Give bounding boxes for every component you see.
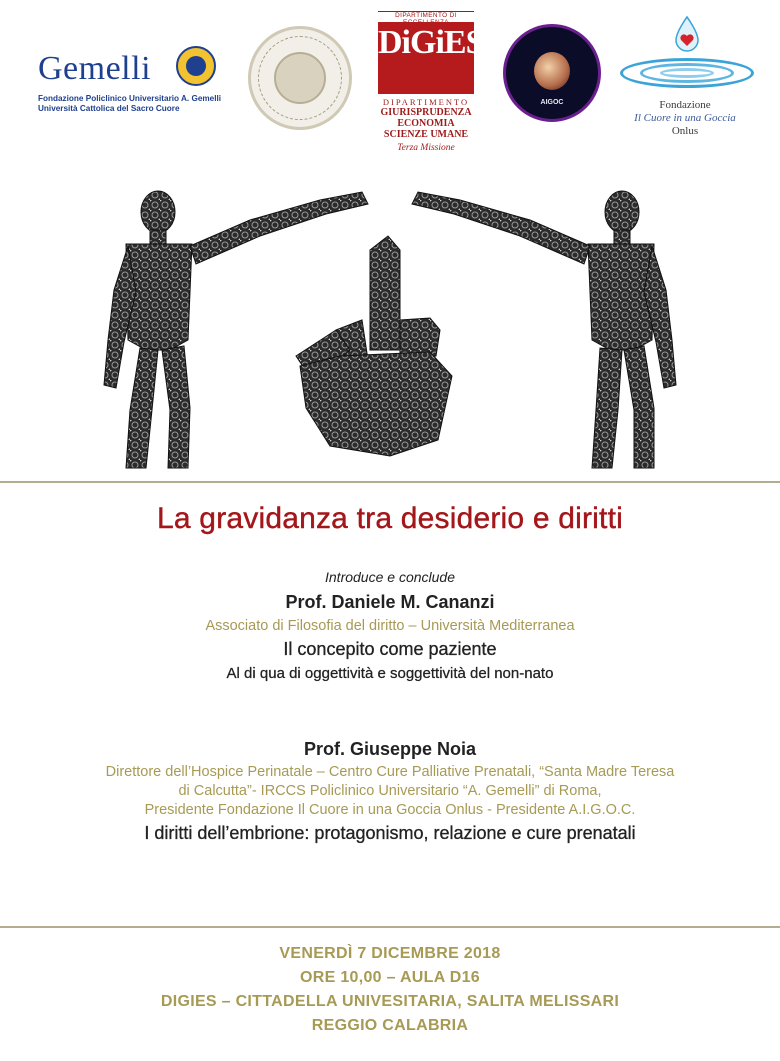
event-title: La gravidanza tra desiderio e diritti [157, 502, 623, 535]
divider-top [0, 481, 780, 483]
gemelli-crest-icon [176, 46, 216, 86]
fondazione-line-1: Fondazione [659, 99, 711, 111]
digies-top-label: DIPARTIMENTO DI [378, 11, 474, 27]
digies-logo-mark: DiGiES [378, 24, 484, 61]
gemelli-subtitle-1: Fondazione Policlinico Universitario A. Gemelli [38, 94, 222, 103]
mechanical-figures-illustration [100, 180, 680, 470]
aigoc-label: AIGOC [540, 99, 564, 106]
ripple-icon-inner [660, 68, 714, 78]
speaker1-talk-title: Il concepito come paziente [283, 639, 497, 659]
fondazione-line-2: Il Cuore in una Goccia [634, 112, 736, 124]
aigoc-fetus-icon [534, 52, 570, 90]
raised-hand-figure [296, 236, 452, 456]
fondazione-logo-text [610, 99, 760, 138]
digies-line-2: GIURISPRUDENZA [380, 107, 472, 118]
event-venue: DIGIES – CITTADELLA UNIVESITARIA, SALITA MELISSARI [160, 993, 620, 1010]
gemelli-subtitle-2: Università Cattolica del Sacro Cuore [38, 104, 180, 113]
digies-line-4: SCIENZE UMANE [383, 129, 469, 140]
fondazione-line-3: Onlus [671, 125, 699, 137]
event-city: REGGIO CALABRIA [311, 1017, 469, 1034]
right-robot-figure [412, 191, 676, 468]
speaker1-talk-subtitle: Al di qua di oggettività e soggettività del non-nato [226, 665, 554, 682]
water-drop-heart-icon [674, 16, 700, 52]
digies-line-3: ECONOMIA [397, 118, 455, 129]
event-date: VENERDÌ 7 DICEMBRE 2018 [279, 945, 501, 962]
speaker2-affiliation-2: di Calcutta”- IRCCS Policlinico Universitario “A. Gemelli” di Roma, [178, 783, 602, 799]
digies-line-5: Terza Missione [397, 143, 455, 153]
gemelli-logo-text: Gemelli [38, 50, 152, 87]
university-seal-emblem [274, 52, 326, 104]
speaker2-affiliation-3: Presidente Fondazione Il Cuore in una Goccia Onlus - Presidente A.I.G.O.C. [144, 802, 636, 818]
speaker2-name: Prof. Giuseppe Noia [303, 739, 477, 759]
speaker1-name: Prof. Daniele M. Cananzi [285, 592, 495, 612]
speaker2-talk-title: I diritti dell’embrione: protagonismo, relazione e cure prenatali [144, 823, 636, 843]
speaker2-affiliation-1: Direttore dell’Hospice Perinatale – Centro Cure Palliative Prenatali, “Santa Madre Teresa [105, 764, 675, 780]
event-time-room: ORE 10,00 – AULA D16 [300, 969, 480, 986]
intro-label: Introduce e conclude [325, 569, 455, 585]
divider-bottom [0, 926, 780, 928]
digies-line-1: DIPARTIMENTO [382, 97, 470, 107]
speaker1-affiliation: Associato di Filosofia del diritto – Università Mediterranea [205, 618, 575, 634]
